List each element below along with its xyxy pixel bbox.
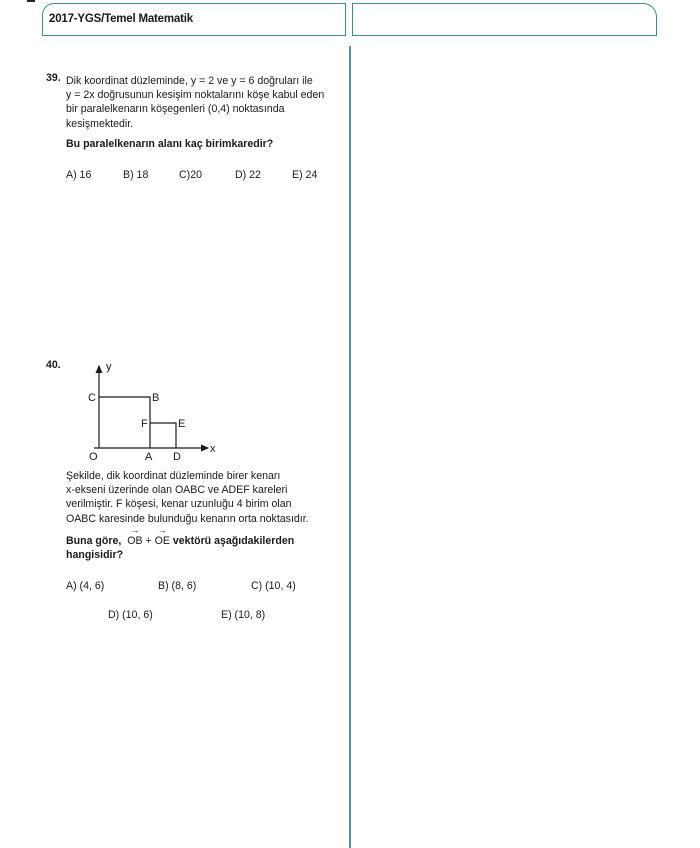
question-40-line: Şekilde, dik koordinat düzleminde birer kenarı	[66, 470, 281, 482]
option-a[interactable]: A) (4, 6)	[66, 580, 105, 592]
column-divider	[349, 46, 351, 848]
question-39-line: y = 2x doğrusunun kesişim noktalarını köşe kabul eden	[66, 89, 325, 102]
question-40-line: OABC karesinde bulunduğu kenarın orta noktasıdır.	[66, 512, 309, 525]
label-f: F	[141, 418, 148, 430]
question-39-line: kesişmektedir.	[66, 117, 134, 130]
option-d[interactable]: D) 22	[235, 169, 261, 181]
label-b: B	[152, 392, 160, 404]
question-40-line: verilmiştir. F köşesi, kenar uzunluğu 4 birim olan	[66, 498, 292, 511]
question-40-number: 40.	[46, 359, 61, 371]
vector-arrow-icon: →	[130, 524, 140, 535]
question-40-figure	[80, 358, 230, 464]
vector-arrow-icon: →	[157, 524, 167, 535]
label-o: O	[89, 451, 98, 463]
question-40-prompt: Buna göre, → OB + → OE vektörü aşağıdakilerden	[66, 524, 295, 547]
vector-ob: → OB	[127, 524, 143, 547]
label-c: C	[88, 392, 96, 404]
question-39-prompt: Bu paralelkenarın alanı kaç birimkaredir?	[66, 137, 274, 150]
option-b[interactable]: B) 18	[123, 169, 149, 181]
question-39-number: 39.	[46, 72, 61, 84]
question-40-text	[66, 469, 348, 562]
label-y: y	[106, 361, 112, 373]
question-40-options	[66, 580, 346, 625]
question-40-prompt-line2: hangisidir?	[66, 549, 124, 562]
option-b[interactable]: B) (8, 6)	[158, 580, 197, 592]
option-c[interactable]: C) (10, 4)	[251, 580, 296, 592]
label-x: x	[210, 443, 216, 455]
question-39-text	[66, 74, 348, 151]
header-left-box	[42, 3, 346, 36]
question-40-line: x-ekseni üzerinde olan OABC ve ADEF kareleri	[66, 484, 288, 497]
vector-oe: → OE	[154, 524, 170, 547]
label-e: E	[178, 418, 186, 430]
option-c[interactable]: C)20	[179, 169, 202, 181]
option-d[interactable]: D) (10, 6)	[108, 609, 153, 621]
question-39-line: bir paralelkenarın köşegenleri (0,4) noktasında	[66, 103, 285, 116]
header-right-box	[352, 3, 657, 36]
option-e[interactable]: E) 24	[292, 169, 318, 181]
square-adef	[150, 423, 176, 448]
label-a: A	[145, 451, 153, 463]
question-39-line: Dik koordinat düzleminde, y = 2 ve y = 6 doğruları ile	[66, 75, 313, 87]
option-e[interactable]: E) (10, 8)	[221, 609, 266, 621]
option-a[interactable]: A) 16	[66, 169, 92, 181]
label-d: D	[173, 451, 181, 463]
corner-mark	[27, 0, 35, 2]
header-title: 2017-YGS/Temel Matematik	[49, 13, 193, 25]
question-39-options	[66, 169, 346, 183]
